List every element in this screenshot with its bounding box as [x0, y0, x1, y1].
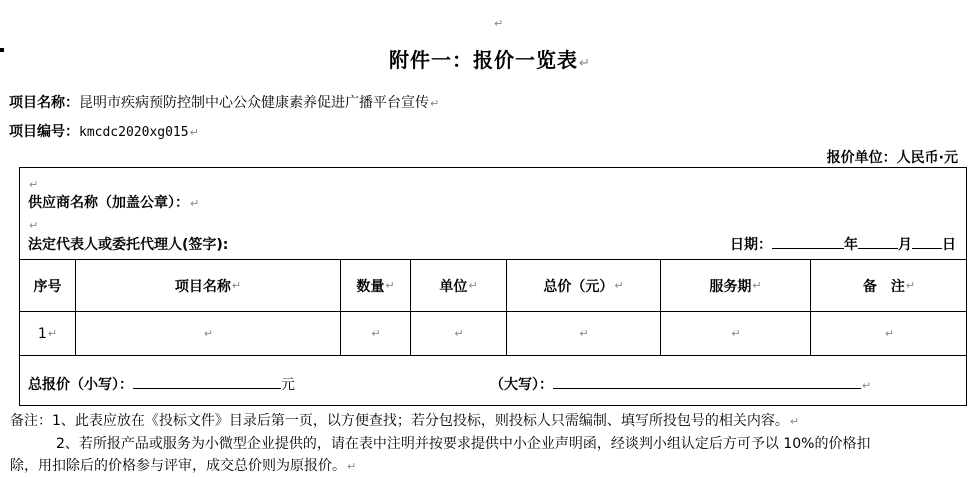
row-quantity-cell[interactable]: ↵ [371, 327, 381, 340]
row-service-period-cell[interactable]: ↵ [731, 327, 741, 340]
table-divider [19, 355, 967, 356]
paragraph-mark: ↵ [29, 219, 39, 232]
row-item-name-cell[interactable]: ↵ [203, 327, 214, 340]
total-price-small [28, 374, 295, 394]
project-name-label: 项目名称： [9, 95, 79, 111]
row-unit-cell[interactable]: ↵ [454, 327, 464, 340]
total-price-big: （大写）： ↵ [490, 377, 872, 393]
header-total-price: 总价（元） ↵ [543, 278, 624, 295]
project-name: 项目名称：昆明市疾病预防控制中心公众健康素养促进广播平台宣传↵ [9, 95, 440, 111]
row-index-cell[interactable]: 1 ↵ [37, 325, 58, 342]
header-item-name: 项目名称 ↵ [174, 278, 242, 295]
header-remarks: 备 注 ↵ [862, 278, 916, 295]
header-unit: 单位 ↵ [439, 278, 478, 295]
project-number-value: kmcdc2020xg015 [79, 125, 189, 140]
date-day: 日 [942, 237, 956, 253]
row-remarks-cell[interactable]: ↵ [884, 327, 895, 340]
project-number: 项目编号：kmcdc2020xg015↵ [9, 124, 199, 140]
total-big-label: （大写）： [490, 377, 553, 393]
page-title: 附件一：报价一览表↵ [389, 48, 591, 72]
date-field [730, 234, 956, 254]
currency-unit: 报价单位：人民币·元 [826, 150, 958, 166]
note-line-3: 除，用扣除后的价格参与评审，成交总价则为原报价。↵ [10, 458, 357, 474]
date-year: 年 [844, 237, 858, 253]
note-line-1: 备注：1、此表应放在《投标文件》目录后第一页，以方便查找；若分包投标，则投标人只需编制、填写所投包号的相关内容。↵ [10, 413, 800, 429]
date-month: 月 [898, 237, 912, 253]
project-name-value: 昆明市疾病预防控制中心公众健康素养促进广播平台宣传 [79, 95, 429, 111]
supplier-name-label: 供应商名称（加盖公章）：↵ [28, 195, 200, 211]
total-small-label: 总报价（小写）： [28, 377, 133, 393]
row-total-price-cell[interactable]: ↵ [579, 327, 589, 340]
note-line-2: 2、若所报产品或服务为小微型企业提供的，请在表中注明并按要求提供中小企业声明函，经谈判小组认定后方可予以 10%的价格扣 [56, 436, 871, 452]
representative-label: 法定代表人或委托代理人(签字): [28, 237, 229, 253]
total-small-blank[interactable] [133, 376, 281, 389]
header-service-period: 服务期 ↵ [709, 278, 762, 295]
header-quantity: 数量 ↵ [356, 278, 395, 295]
header-index: 序号 [33, 278, 62, 295]
project-number-label: 项目编号： [9, 124, 79, 140]
total-small-unit: 元 [281, 377, 295, 393]
date-label: 日期： [730, 237, 772, 253]
paragraph-mark: ↵ [29, 178, 39, 191]
paragraph-mark: ↵ [494, 17, 504, 30]
total-big-blank[interactable] [553, 376, 861, 389]
